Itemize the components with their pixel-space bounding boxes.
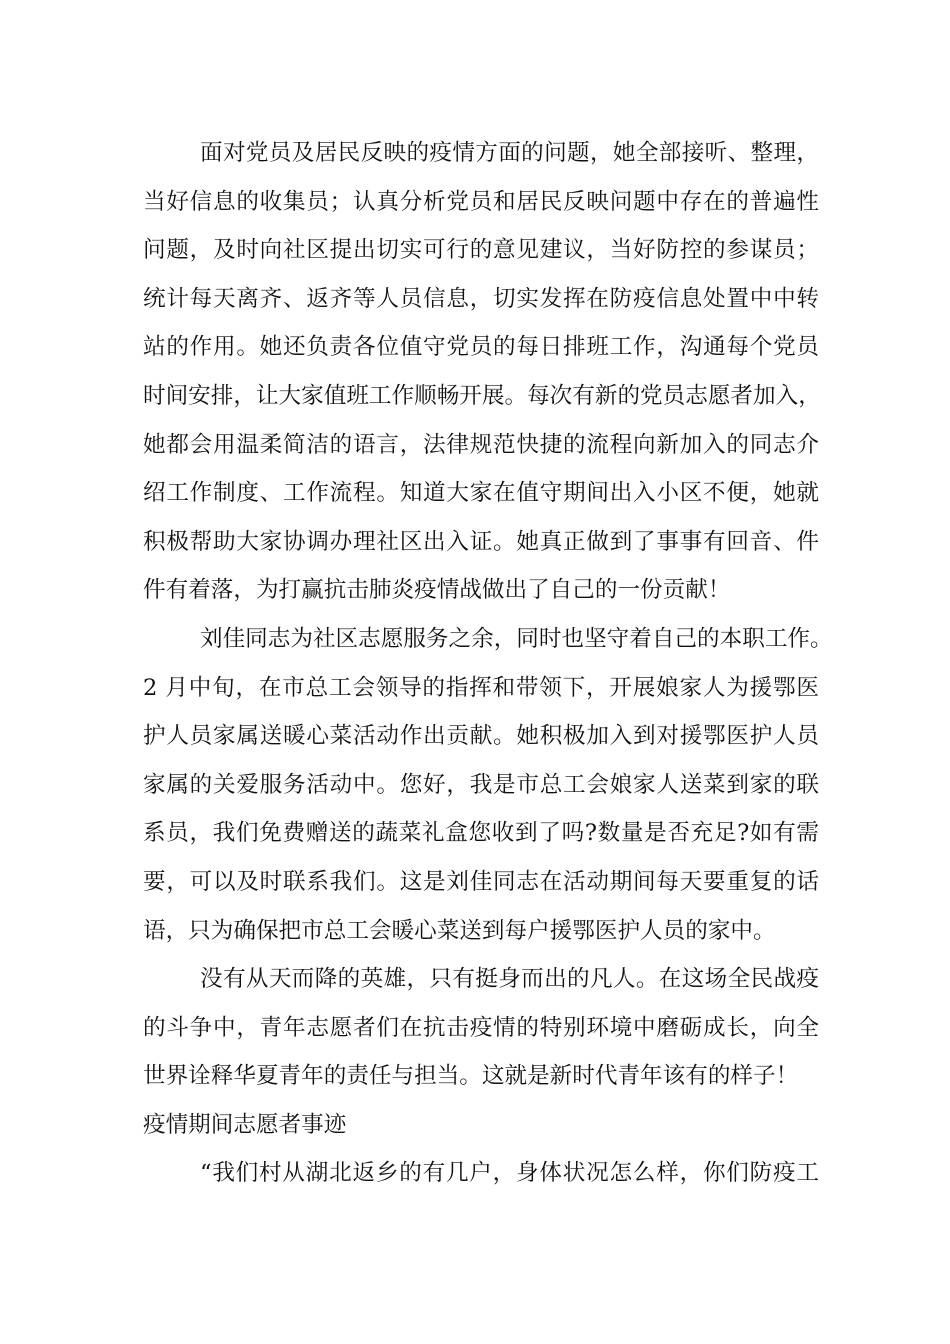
text-line: 的斗争中，青年志愿者们在抗击疫情的特别环境中磨砺成长，向全 (143, 1014, 819, 1041)
text-line: 刘佳同志为社区志愿服务之余，同时也坚守着自己的本职工作。 (200, 625, 833, 652)
text-line: 语，只为确保把市总工会暖心菜送到每户援鄂医护人员的家中。 (143, 917, 776, 944)
text-line: 时间安排，让大家值班工作顺畅开展。每次有新的党员志愿者加入， (143, 382, 821, 409)
text-line: 积极帮助大家协调办理社区出入证。她真正做到了事事有回音、件 (143, 528, 819, 555)
text-line: 面对党员及居民反映的疫情方面的问题，她全部接听、整理， (200, 140, 819, 166)
text-line: 护人员家属送暖心菜活动作出贡献。她积极加入到对援鄂医护人员 (143, 723, 819, 750)
text-line: 统计每天离齐、返齐等人员信息，切实发挥在防疫信息处置中中转 (143, 285, 819, 312)
text-line: 要，可以及时联系我们。这是刘佳同志在活动期间每天要重复的话 (143, 868, 819, 895)
text-line: 系员，我们免费赠送的蔬菜礼盒您收到了吗?数量是否充足?如有需 (143, 820, 819, 847)
text-line: 当好信息的收集员；认真分析党员和居民反映问题中存在的普遍性 (143, 188, 819, 215)
text-line: 没有从天而降的英雄，只有挺身而出的凡人。在这场全民战疫 (200, 966, 819, 993)
text-line: 件有着落，为打赢抗击肺炎疫情战做出了自己的一份贡献！ (143, 577, 731, 604)
text-line: 世界诠释华夏青年的责任与担当。这就是新时代青年该有的样子！ (143, 1063, 799, 1090)
text-line: 绍工作制度、工作流程。知道大家在值守期间出入小区不便，她就 (143, 480, 819, 507)
section-heading: 疫情期间志愿者事迹 (143, 1111, 347, 1138)
text-line: 她都会用温柔简洁的语言，法律规范快捷的流程向新加入的同志介 (143, 431, 819, 458)
text-line: 站的作用。她还负责各位值守党员的每日排班工作，沟通每个党员 (143, 334, 819, 361)
text-line: 问题，及时向社区提出切实可行的意见建议，当好防控的参谋员； (143, 237, 819, 264)
text-line: “我们村从湖北返乡的有几户，身体状况怎么样，你们防疫工 (200, 1160, 819, 1187)
text-line: 2 月中旬，在市总工会领导的指挥和带领下，开展娘家人为援鄂医 (143, 674, 819, 701)
document-body (143, 129, 833, 1198)
text-line: 家属的关爱服务活动中。您好，我是市总工会娘家人送菜到家的联 (143, 771, 819, 798)
